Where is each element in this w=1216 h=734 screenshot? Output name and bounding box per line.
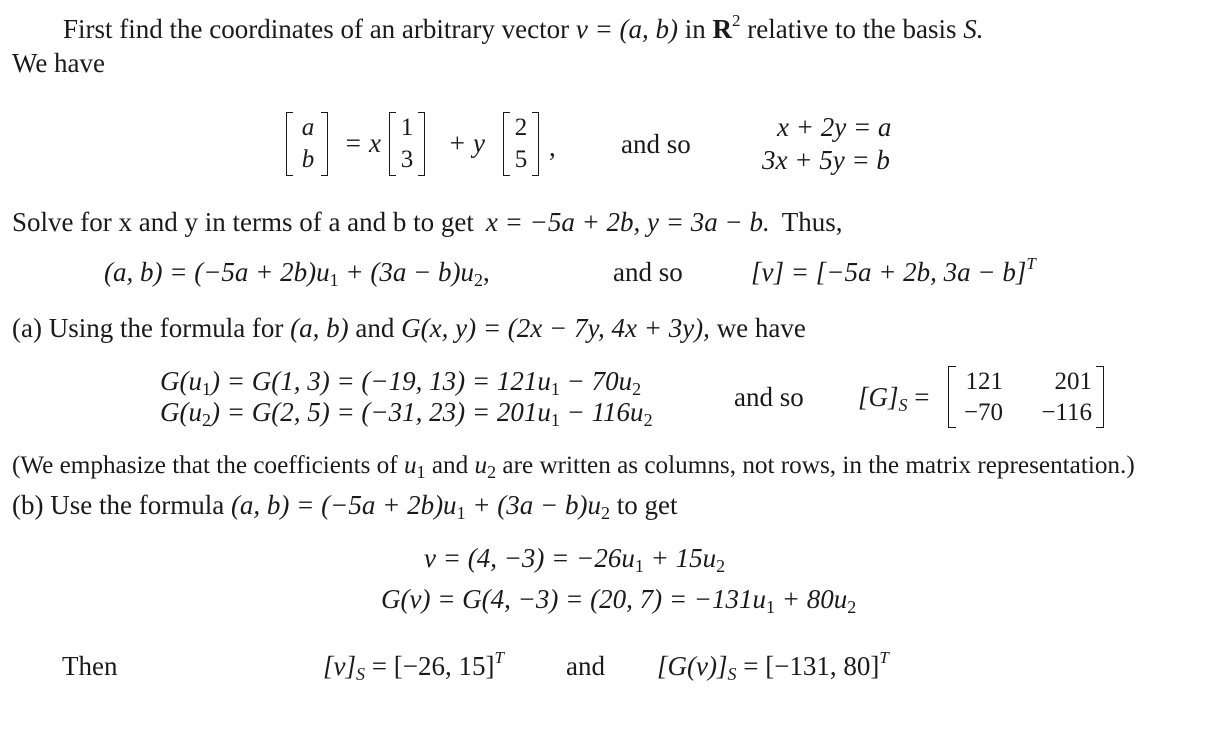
bracket-left bbox=[286, 112, 293, 176]
bracket-right bbox=[321, 112, 328, 176]
real-R: R bbox=[712, 14, 733, 44]
expansion-line: (a, $b) = (-5a + 2b)u_1 + (3a - b)u_2$, bbox=[104, 257, 490, 290]
comma: , bbox=[549, 132, 556, 162]
eq-ab: = (a, b) bbox=[587, 14, 679, 44]
eq1: x + 2y = a bbox=[777, 112, 892, 142]
m11: 121 bbox=[965, 368, 1003, 395]
cell-2: 2 bbox=[514, 114, 528, 141]
coord-v: [v] = [−5a + 2b, 3a − b]$^T$ bbox=[751, 254, 1036, 287]
then: Then bbox=[62, 651, 118, 681]
and-so-3: and so bbox=[734, 382, 804, 412]
cell-1: 1 bbox=[400, 114, 414, 141]
part-a-line: (a) Using the formula for (a, b) and G(x, y) = (2x − 7y, 4x + 3y), we have bbox=[12, 313, 806, 343]
bracket-left bbox=[389, 112, 396, 176]
intro-line2: We have bbox=[12, 48, 106, 78]
eq-x: = x bbox=[344, 128, 381, 158]
Gv-S: $[G(v)]_S = [-131$, 80]$^T$ bbox=[657, 648, 889, 684]
G-u1-row: $G(u_1) = G(1$, 3) = (−19, $13) = 121u_1 - 70u_2$ bbox=[160, 366, 642, 399]
and-so-2: and so bbox=[613, 257, 683, 287]
solve-result: x = −5a + 2b, y = 3a − b. bbox=[485, 207, 770, 237]
solve-line bbox=[12, 205, 842, 239]
eq-Gv: G(v) = G(4, −3) = (20, $7) = -131u_1 + 80u_2$ bbox=[381, 584, 857, 617]
intro-line1 bbox=[63, 12, 1183, 46]
and-so: and so bbox=[621, 129, 691, 159]
sup-2: 2 bbox=[732, 11, 741, 30]
G-S: $[G]_S$ = bbox=[858, 382, 930, 415]
part-b-line: (b) Use the formula (a, $b) = (-5a + 2b)u_1 + (3a - b)u_2$ to get bbox=[12, 490, 678, 523]
v-S: $[v]_S = [-26$, 15]$^T$ bbox=[323, 648, 504, 684]
m21: −70 bbox=[963, 399, 1003, 426]
thus: Thus, bbox=[781, 207, 843, 237]
bracket-right bbox=[532, 112, 539, 176]
emphasis-line: (We emphasize that the coefficients of $u_1$ and $u_2$ are written as columns, not rows, in the matrix representation.) bbox=[12, 452, 1135, 482]
eq-v: v = (4, $-3) = -26u_1 + 15u_2$ bbox=[424, 543, 726, 576]
basis-S: S. bbox=[963, 14, 984, 44]
cell-5: 5 bbox=[514, 146, 528, 173]
bracket-right bbox=[418, 112, 425, 176]
cell-a: a bbox=[301, 114, 315, 141]
var-v: v bbox=[575, 14, 588, 44]
G-u2-row: $G(u_2) = G(2$, 5) = (−31, $23) = 201u_1 - 116u_2$ bbox=[160, 397, 653, 430]
bracket-left bbox=[503, 112, 510, 176]
intro-text-post: relative to the basis bbox=[740, 14, 964, 44]
intro-text: First find the coordinates of an arbitrary vector bbox=[63, 14, 576, 44]
eq2: 3x + 5y = b bbox=[762, 145, 890, 175]
solve-text: Solve for x and y in terms of a and b to get bbox=[12, 207, 474, 237]
cell-3: 3 bbox=[400, 146, 414, 173]
m22: −116 bbox=[1041, 399, 1092, 426]
m12: 201 bbox=[1054, 368, 1092, 395]
matrix-bracket-right bbox=[1096, 366, 1104, 428]
and-word: and bbox=[566, 651, 605, 681]
cell-b: b bbox=[301, 146, 315, 173]
in-word: in bbox=[678, 14, 713, 44]
plus-y: + y bbox=[448, 128, 485, 158]
